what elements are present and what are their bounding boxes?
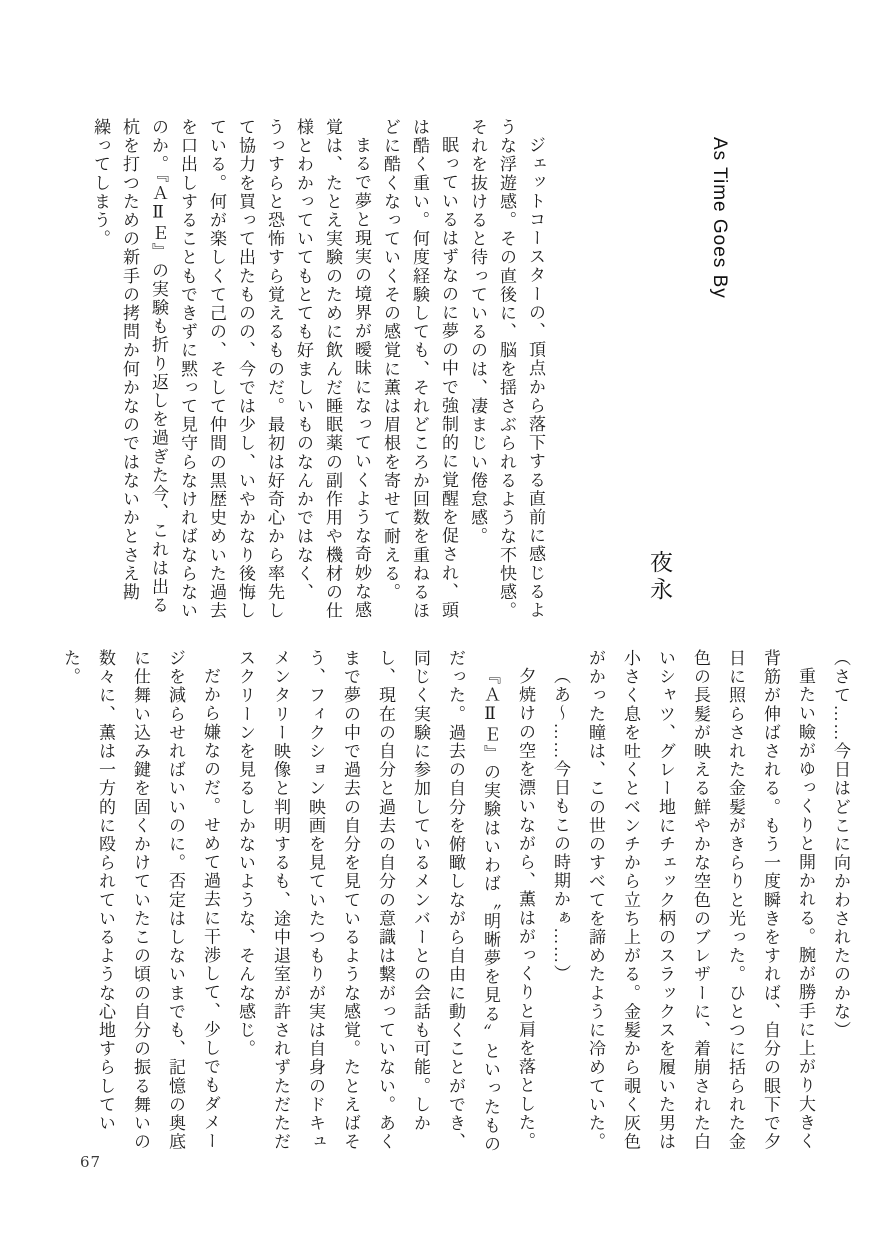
story-title: As Time Goes By bbox=[709, 137, 730, 299]
page-number: 67 bbox=[80, 1153, 102, 1171]
text-section-top bbox=[86, 118, 550, 621]
paragraph: 眠っているはずなのに夢の中で強制的に覚醒を促され、頭は酷く重い。何度経験しても、それどころか回数を重ねるほどに酷くなっていくその感覚に薫は眉根を寄せて耐える。 bbox=[381, 118, 458, 621]
paragraph: （さて……今日はどこに向かわされたのかな） bbox=[831, 649, 850, 1040]
paragraph: まるで夢と現実の境界が曖昧になっていくような奇妙な感覚は、たとえ実験のために飲んだ睡眠薬の副作用や機材の仕様とわかっていてもとても好ましいものなんかではなく、うっすらと恐怖すら覚えるものだ。最初は好奇心から率先して協力を買って出たものの、今では少し、いやかなり後悔している。何が楽しくて己の、そして仲間の黒歴史めいた過去を口出しすることもできずに黙って見守らなければならないのか。『ＡⅡＥ』の実験も折り返しを過ぎた今、これは出る杭を打つための新手の拷問か何かなのではないかとさえ勘繰ってしまう。 bbox=[91, 118, 371, 621]
paragraph: ジェットコースターの、頂点から落下する直前に感じるような浮遊感。その直後に、脳を揺さぶられるような不快感。それを抜けると待っているのは、凄まじい倦怠感。 bbox=[468, 118, 545, 621]
paragraph: 重たい瞼がゆっくりと開かれる。腕が勝手に上がり大きく背筋が伸ばされる。もう一度瞬きをすれば、自分の眼下で夕日に照らされた金髪がきらりと光った。ひとつに括られた金色の長髪が映える鮮やかな空色のブレザーに、着崩された白いシャツ、グレー地にチェック柄のスラックスを履いた男は小さく息を吐くとベンチから立ち上がる。金髪から覗く灰色がかった瞳は、この世のすべてを諦めたように冷めていた。 bbox=[586, 649, 815, 1152]
paragraph: 夕焼けの空を漂いながら、薫はがっくりと肩を落とした。 bbox=[516, 667, 535, 1151]
paragraph: だから嫌なのだ。せめて過去に干渉して、少しでもダメージを減らせればいいのに。否定はしないまでも、記憶の奥底に仕舞い込み鍵を固くかけていたこの頃の自分の振る舞いの数々に、薫は一方的に殴られているような心地すらしていた。 bbox=[61, 649, 220, 1152]
text-section-bottom bbox=[53, 649, 858, 1154]
paragraph: 『ＡⅡＥ』の実験はいわば〝明晰夢を見る〟といったものだった。過去の自分を俯瞰しながら自由に動くことができ、同じく実験に参加しているメンバーとの会話も可能。しかし、現在の自分と過去の自分の意識は繋がっていない。あくまで夢の中で過去の自分を見ているような感覚。たとえばそう、フィクション映画を見ていたつもりが実は自身のドキュメンタリー映像と判明するも、途中退室が許されずただただスクリーンを見るしかないような、そんな感じ。 bbox=[236, 649, 500, 1154]
story-author: 夜永 bbox=[647, 550, 672, 604]
paragraph: （あ〜……今日もこの時期かぁ……） bbox=[551, 667, 570, 984]
